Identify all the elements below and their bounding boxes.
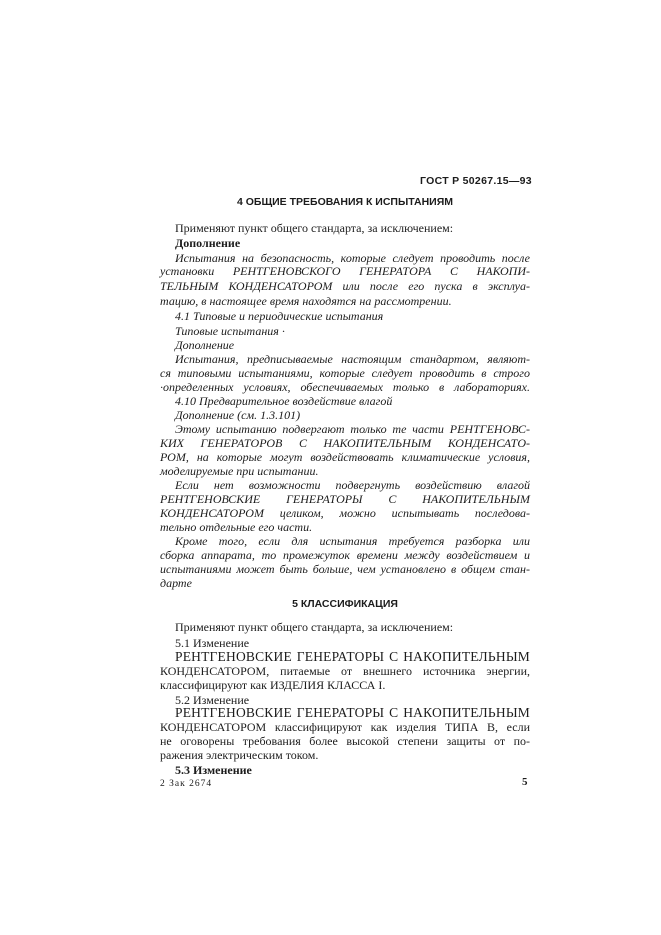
paragraph-line: ражения электрическим током. [160,748,319,762]
paragraph-line: тацию, в настоящее время находятся на рассмотрении. [160,294,452,308]
subsection-heading: 4.1 Типовые и периодические испытания [175,309,384,323]
paragraph-line: испытаниями может быть больше, чем установлено в общем стан- [160,562,530,576]
paragraph-line: КОНДЕНСАТОРОМ классифицируют как изделия ТИПА В, если [160,720,530,734]
paragraph-line: Кроме того, если для испытания требуется разборка или [175,534,530,548]
paragraph-line: Применяют пункт общего стандарта, за исключением: [175,221,454,235]
page-number: 5 [522,776,528,788]
paragraph-line: классифицируют как ИЗДЕЛИЯ КЛАССА I. [160,678,386,692]
subsection-heading: 4.10 Предварительное воздействие влагой [175,394,393,408]
paragraph-line: РЕНТГЕНОВСКИЕ ГЕНЕРАТОРЫ С НАКОПИТЕЛЬНЫМ [160,492,530,506]
subheading-addition: Дополнение [175,338,235,352]
paragraph-line: не оговорены требования более высокой степени защиты от по- [160,734,530,748]
paragraph-line: КОНДЕНСАТОРОМ целиком, можно испытывать последова- [160,506,530,520]
paragraph-line: КОНДЕНСАТОРОМ, питаемые от внешнего источника энергии, [160,664,530,678]
subsection-heading: 5.1 Изменение [175,636,250,650]
subsection-heading: 5.3 Изменение [175,763,252,777]
paragraph-line: моделируемые при испытании. [160,464,319,478]
order-number: 2 Зак 2674 [160,779,213,789]
paragraph-line: Испытания на безопасность, которые следует проводить после [175,251,530,265]
paragraph-line: Если нет возможности подвергнуть воздействию влагой [175,478,530,492]
paragraph-line: тельно отдельные его части. [160,520,313,534]
paragraph-line: ся типовыми испытаниями, которые следует проводить в строго [160,366,530,380]
paragraph-line: сборка аппарата, то промежуток времени между воздействием и [160,548,530,562]
section-4-title: 4 ОБЩИЕ ТРЕБОВАНИЯ К ИСПЫТАНИЯМ [236,196,454,208]
paragraph-line: РЕНТГЕНОВСКИЕ ГЕНЕРАТОРЫ С НАКОПИТЕЛЬНЫМ [175,649,530,664]
paragraph-line: дарте [160,576,192,590]
subheading-addition: Дополнение [175,236,241,250]
paragraph-line: ·определенных условиях, обеспечиваемых только в лабораториях. [160,380,530,394]
subheading-addition: Дополнение (см. 1.3.101) [175,408,301,422]
paragraph-line [160,264,530,278]
paragraph-line-text: установки РЕНТГЕНОВСКОГО ГЕНЕРАТОРА С НАКОПИ- [160,264,530,278]
paragraph-line: Этому испытанию подвергают только те части РЕНТГЕНОВС- [175,422,530,436]
paragraph-line: КИХ ГЕНЕРАТОРОВ С НАКОПИТЕЛЬНЫМ КОНДЕНСАТО- [160,436,530,450]
paragraph-line: Применяют пункт общего стандарта, за исключением: [175,620,454,634]
paragraph-line: РЕНТГЕНОВСКИЕ ГЕНЕРАТОРЫ С НАКОПИТЕЛЬНЫМ [175,705,530,720]
paragraph-line: ТЕЛЬНЫМ КОНДЕНСАТОРОМ или после его пуска в эксплуа- [160,279,530,293]
document-code: ГОСТ Р 50267.15—93 [420,175,532,187]
subheading: Типовые испытания · [175,324,285,338]
subsection-heading: 5.2 Изменение [175,693,250,707]
paragraph-line: РОМ, на которые могут воздействовать климатические условия, [160,450,530,464]
paragraph-line: Испытания, предписываемые настоящим стандартом, являют- [175,352,530,366]
section-5-title: 5 КЛАССИФИКАЦИЯ [292,598,398,610]
